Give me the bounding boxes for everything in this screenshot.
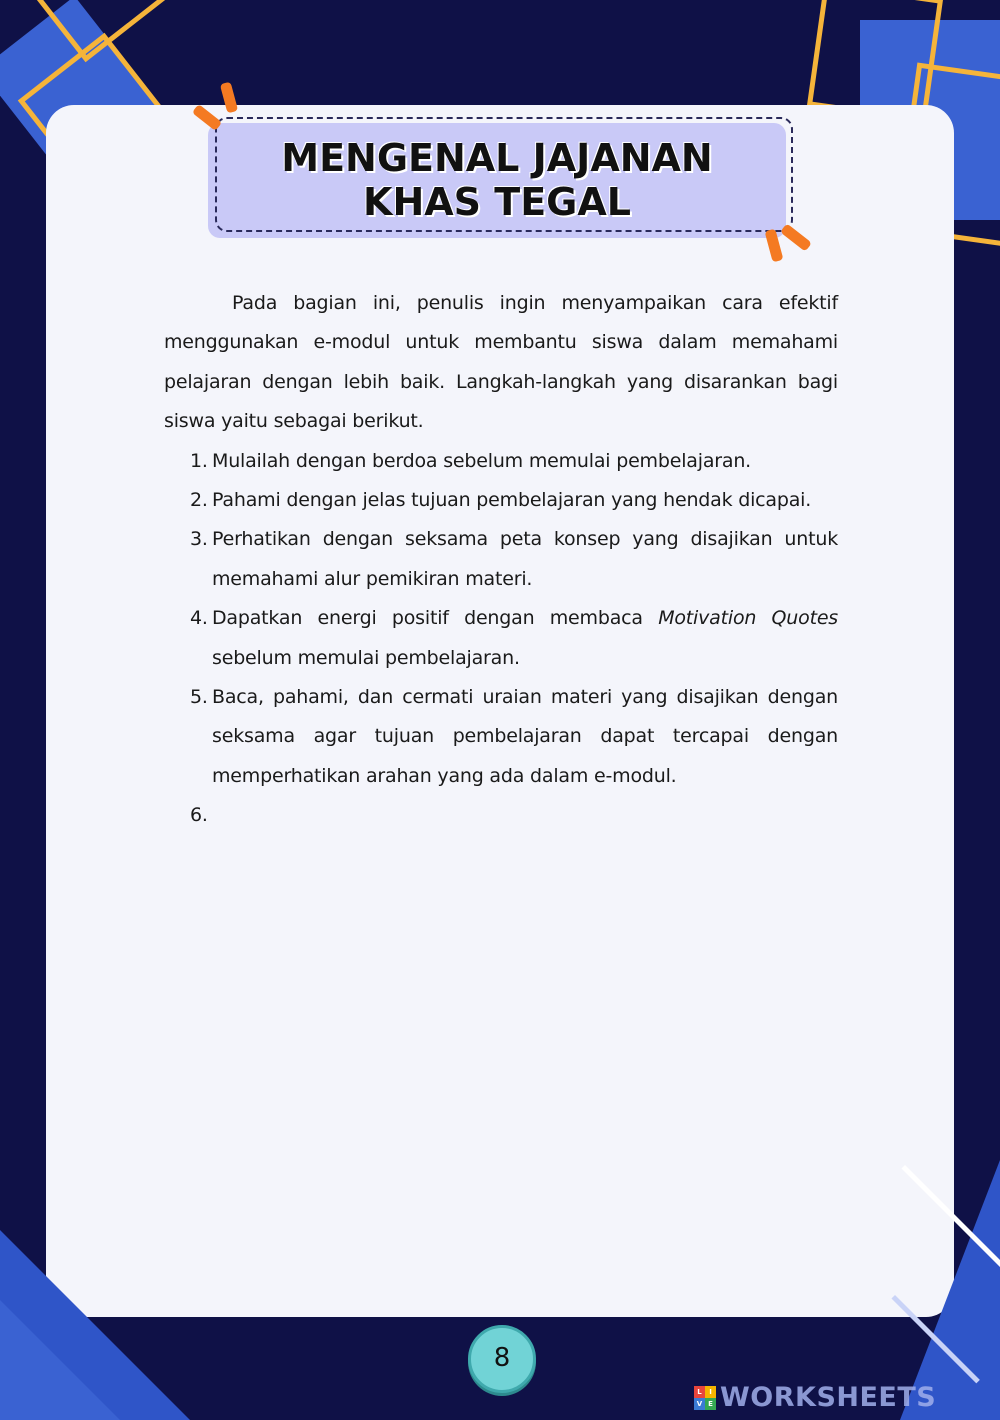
list-number: 6. — [190, 804, 208, 827]
liveworksheets-logo-icon: L I V E — [694, 1386, 716, 1410]
list-item-text: Pahami dengan jelas tujuan pembelajaran yang hendak dicapai. — [212, 489, 812, 512]
list-item-text: Mulailah dengan berdoa sebelum memulai pembelajaran. — [212, 449, 751, 472]
list-item — [164, 796, 838, 835]
list-item — [164, 442, 838, 481]
decorative-triangle — [900, 1160, 1000, 1420]
page-number: 8 — [468, 1325, 536, 1393]
list-item — [164, 599, 838, 678]
watermark-text: WORKSHEETS — [720, 1382, 937, 1413]
intro-paragraph: Pada bagian ini, penulis ingin menyampaikan cara efektif menggunakan e-modul untuk membantu siswa dalam memahami pelajaran dengan lebih baik. Langkah-langkah yang disarankan bagi siswa yaitu sebagai berikut. — [164, 292, 838, 433]
list-item-text: Perhatikan dengan seksama peta konsep yang disajikan untuk memahami alur pemikiran materi. — [212, 528, 838, 590]
decorative-triangle — [0, 1300, 120, 1420]
list-item — [164, 520, 838, 599]
list-item-text: Baca, pahami, dan cermati uraian materi yang disajikan dengan seksama agar tujuan pembelajaran dapat tercapai dengan memperhatikan arahan yang ada dalam e-modul. — [212, 686, 838, 787]
title-line-2: KHAS TEGAL — [363, 180, 631, 224]
list-item-italic: Motivation Quotes — [658, 607, 839, 630]
content-body — [164, 284, 838, 835]
steps-list — [164, 442, 838, 836]
list-number: 5. — [190, 686, 208, 709]
list-number: 2. — [190, 489, 208, 512]
list-item-text: sebelum memulai pembelajaran. — [212, 646, 520, 669]
list-number: 1. — [190, 449, 208, 472]
list-item — [164, 678, 838, 796]
list-item-text: Dapatkan energi positif dengan membaca — [212, 607, 659, 630]
list-number: 3. — [190, 528, 208, 551]
title-line-1: MENGENAL JAJANAN — [281, 136, 713, 180]
list-item — [164, 481, 838, 520]
page-title — [208, 136, 786, 224]
list-number: 4. — [190, 607, 208, 630]
